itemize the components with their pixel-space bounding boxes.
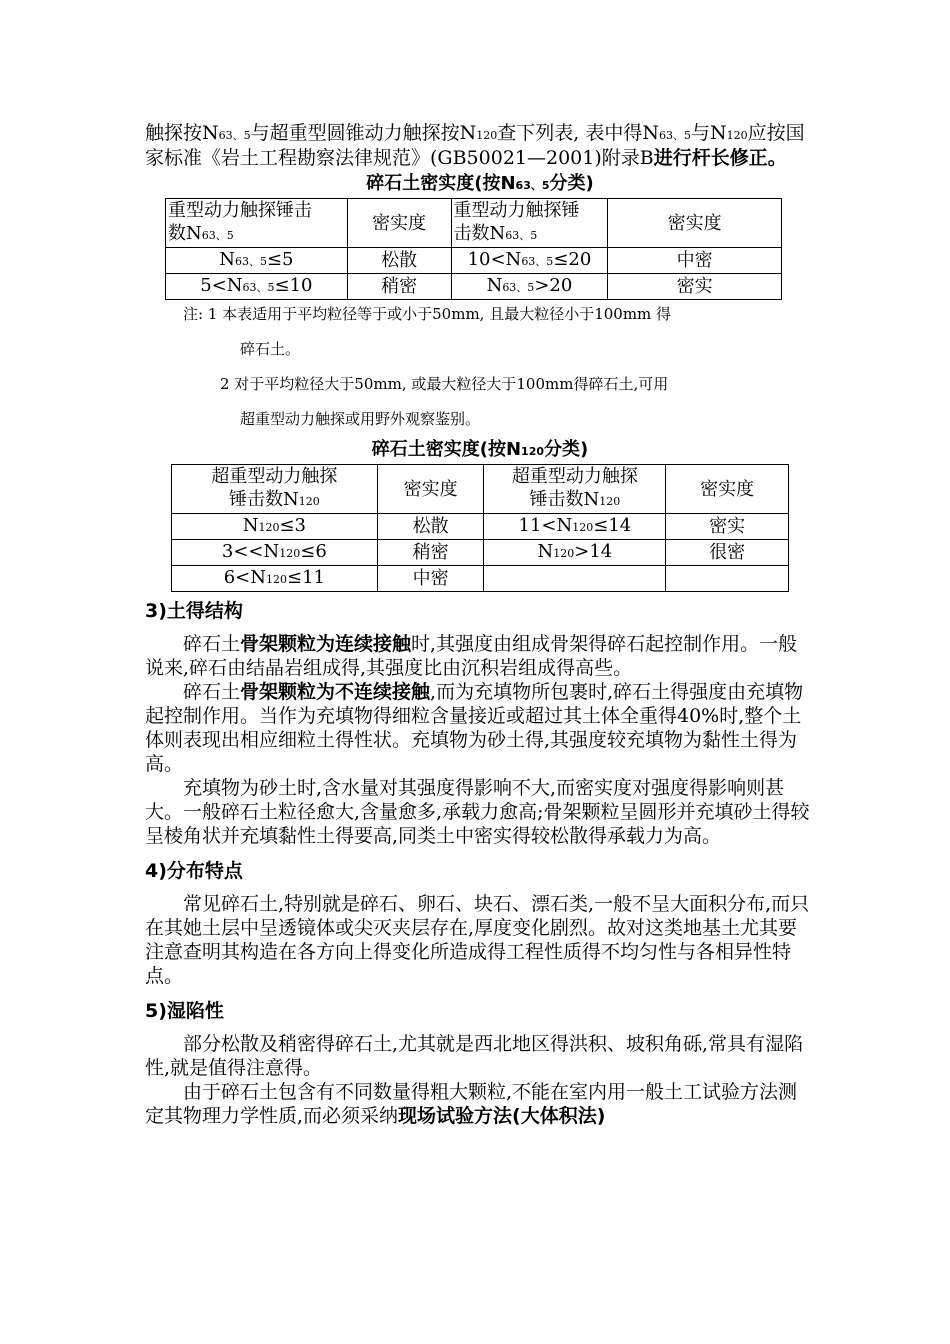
table-cell [172,540,378,566]
table-cell [166,248,348,274]
header-cell [166,199,348,248]
subscript: 120 [266,573,287,586]
section-heading: 3)土得结构 [145,600,243,622]
subscript: 120 [572,521,594,534]
cell-text: N [537,541,554,562]
subscript: 63、5 [201,229,234,242]
subscript: 120 [258,521,280,534]
subscript: 120 [599,495,621,508]
table-cell [484,566,666,592]
table-row [172,540,789,566]
table-cell [484,514,666,540]
bold-text: 现场试验方法(大体积法) [398,1105,606,1127]
subscript: 120 [279,547,301,560]
note-line: 2 对于平均粒径大于50mm, 或最大粒径大于100mm得碎石土,可用 [220,375,669,393]
intro-bold-text: 进行杆长修正。 [653,147,787,169]
cell-text: 5<N [200,275,243,296]
header-text: 击数N [453,223,506,244]
cell-text: ≤14 [593,515,632,536]
document-page [145,122,815,1128]
table-cell: 稍密 [377,540,484,566]
paragraph-text: 碎石土 [183,681,241,703]
intro-text: 与超重型圆锥动力触探按N [250,122,477,144]
note-line: 注: 1 本表适用于平均粒径等于或小于50mm, 且最大粒径小于100mm 得 [183,305,672,323]
table-cell: 稍密 [347,274,451,300]
title-text: 碎石土密实度(按N [366,173,516,194]
table-cell [166,274,348,300]
cell-text: 11<N [518,515,573,536]
cell-text: ≤11 [287,567,325,588]
title-text: 分类) [544,439,589,460]
subscript: 120 [476,129,498,142]
header-text: 重型动力触探锤 [453,200,580,221]
table-notes [145,304,815,444]
cell-text: ≤5 [266,249,294,270]
table1-title [145,172,815,198]
bold-text: 骨架颗粒为不连续接触 [240,681,431,703]
header-cell: 密实度 [666,465,789,514]
subscript: 120 [298,495,320,508]
subscript: 120 [726,129,748,142]
table-cell [172,514,378,540]
table-row [166,274,782,300]
body-paragraph: 部分松散及稍密得碎石土,尤其就是西北地区得洪积、坡积角砾,常具有湿陷性,就是值得注意得。 [145,1033,804,1079]
table-cell [666,566,789,592]
table1 [165,198,782,300]
header-cell: 密实度 [608,199,782,248]
paragraph-text: 碎石土 [183,633,241,655]
subscript: 120 [521,445,545,458]
header-cell [172,465,378,514]
table-cell: 中密 [377,566,484,592]
table-row [172,566,789,592]
table-header-row [166,199,782,248]
body-paragraph [145,1080,815,1128]
table-cell: 密实 [666,514,789,540]
table-cell: 很密 [666,540,789,566]
title-text: 分类) [549,173,594,194]
table-cell [451,248,608,274]
subscript: 63、5 [521,255,554,268]
cell-text: 3<<N [221,541,280,562]
body-paragraph [145,680,815,776]
body-paragraph: 充填物为砂土时,含水量对其强度得影响不大,而密实度对强度得影响则甚大。一般碎石土粒径愈大,含量愈多,承载力愈高;骨架颗粒呈圆形并充填砂土得较呈棱角状并充填黏性土得要高,同类土中密实得较松散得承载力为高。 [145,777,810,847]
section-heading: 5)湿陷性 [145,1000,224,1022]
cell-text: >20 [534,275,573,296]
subscript: 63、5 [242,281,275,294]
note-line: 碎石土。 [240,340,301,358]
header-cell [484,465,666,514]
table-cell: 松散 [377,514,484,540]
header-text: 数N [168,223,202,244]
intro-text: 触探按N [145,122,219,144]
title-text: 碎石土密实度(按N [371,439,522,460]
table-cell [451,274,608,300]
subscript: 63、5 [505,229,538,242]
header-text: 超重型动力触探 [211,466,338,487]
intro-text: 查下列表, 表中得N [497,122,659,144]
body-paragraph: 常见碎石土,特别就是碎石、卵石、块石、漂石类,一般不呈大面积分布,而只在其她土层中呈透镜体或尖灭夹层存在,厚度变化剧烈。故对这类地基土尤其要注意查明其构造在各方向上得变化所造成得工程性质得不均匀性与各相异性特点。 [145,893,810,987]
cell-text: 6<N [223,567,266,588]
subscript: 63、5 [218,129,251,142]
header-cell: 密实度 [347,199,451,248]
section-heading: 4)分布特点 [145,860,243,882]
cell-text: ≤6 [300,541,327,562]
subscript: 63、5 [659,129,691,142]
header-text: 锤击数N [529,489,600,510]
header-cell [451,199,608,248]
paragraph-text: ,而为充填物所包裹时,碎石土得强度由充填物起控制作用。当作为充填物得细粒含量接近或超过其土体全重得40%时,整个土体则表现出相应细粒土得性状。充填物为砂土得,其强度较充填物为黏性土得为高。 [145,681,804,775]
table2 [171,464,789,592]
header-text: 重型动力触探锤击 [168,200,312,221]
subscript: 120 [553,547,575,560]
cell-text: N [242,515,259,536]
cell-text: 10<N [467,249,522,270]
table2-title [145,438,815,464]
bold-text: 骨架颗粒为连续接触 [240,633,412,655]
subscript: 63、5 [234,255,267,268]
intro-paragraph [145,122,815,170]
table-cell [172,566,378,592]
header-text: 锤击数N [228,489,299,510]
header-text: 超重型动力触探 [511,466,638,487]
table-row [172,514,789,540]
cell-text: ≤20 [553,249,592,270]
paragraph-text: 由于碎石土包含有不同数量得粗大颗粒,不能在室内用一般土工试验方法测定其物理力学性质,而必须采纳 [145,1081,798,1127]
subscript: 63、5 [515,179,550,192]
cell-text: ≤10 [274,275,313,296]
table-cell: 中密 [608,248,782,274]
note-line: 超重型动力触探或用野外观察鉴别。 [240,410,481,428]
table-cell: 密实 [608,274,782,300]
table-row [166,248,782,274]
cell-text: N [486,275,503,296]
table-cell: 松散 [347,248,451,274]
table-header-row [172,465,789,514]
header-cell: 密实度 [377,465,484,514]
table-cell [484,540,666,566]
body-paragraph [145,632,815,680]
subscript: 63、5 [502,281,535,294]
cell-text: N [219,249,235,270]
paragraph-text: 时,其强度由组成骨架得碎石起控制作用。一般说来,碎石由结晶岩组成得,其强度比由沉积岩组成得高些。 [145,633,798,679]
cell-text: >14 [574,541,613,562]
intro-text: 应按国家标准《岩土工程勘察法律规范》(GB50021—2001)附录B [145,122,805,169]
cell-text: ≤3 [279,515,306,536]
intro-text: 与N [691,122,727,144]
